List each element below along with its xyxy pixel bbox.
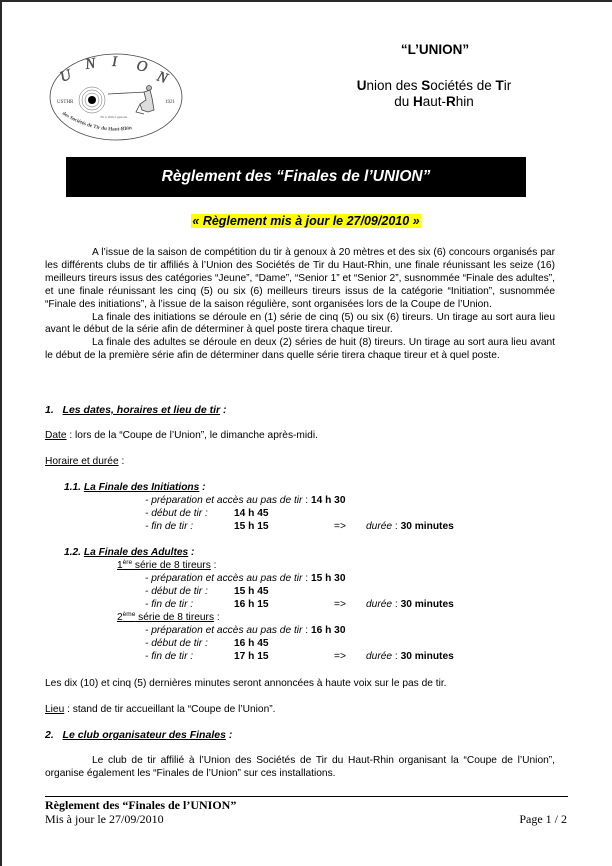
series-2-arrow: => [334,651,346,662]
initiations-prep-row: - préparation et accès au pas de tir : 14 h 30 [145,495,346,506]
series-1-ordinal: 1 [117,560,123,571]
section-1-heading [45,404,555,417]
series-1-duration: durée : 30 minutes [366,599,454,610]
update-note [0,212,612,230]
org-name-initial: U [356,78,367,93]
logo-letter: I [112,54,117,70]
duration-label: durée [366,521,393,532]
duration-value: 30 minutes [400,599,454,610]
place-label: Lieu [45,704,65,715]
org-name [300,78,568,110]
logo-letter: U [57,67,74,86]
date-text: : lors de la “Coupe de l’Union”, le dimanche après-midi. [66,430,318,441]
section-1-title: Les dates, horaires et lieu de tir [62,404,221,416]
page-number: Page 1 / 2 [519,812,567,826]
place-line [45,704,555,717]
series-1-start-label: - début de tir : [145,586,208,597]
series-2-heading: 2ème série de 8 tireurs : [117,611,220,623]
series-2-start-time: 16 h 45 [234,638,269,649]
section-2-heading [45,729,555,742]
series-1-heading: 1ère série de 8 tireurs : [117,559,217,571]
series-1-ordinal-sup: ère [122,559,133,566]
logo-arc-text: des Sociétés de Tir du Haut-Rhin [60,110,133,133]
series-2-title [117,612,214,623]
section-2-text: Le club de tir affilié à l’Union des Sociétés de Tir du Haut-Rhin organisant la “Coupe de l’Union”, organise également les “Finales de l’Union” sur ces installations. [45,755,555,779]
logo-letter: O [135,58,149,76]
section-1-number: 1. [45,404,54,416]
subsection-1-1-heading [64,482,206,493]
series-1-prep-row: - préparation et accès au pas de tir : 15 h 30 [145,573,346,584]
prep-time: 14 h 30 [310,495,346,506]
section-2-title: Le club organisateur des Finales [62,729,226,741]
series-1-title [117,560,211,571]
subsection-1-2-heading [64,547,194,558]
logo-motto: Tir à 10m à genoux [100,115,128,119]
update-note-highlight: « Règlement mis à jour le 27/09/2010 » [192,214,420,228]
logo-right-label: 1921 [165,100,175,105]
org-name-text: du [394,94,413,109]
series-2-label: série de 8 tireurs [135,612,215,623]
date-line [45,430,555,443]
duration-value: 30 minutes [400,651,454,662]
series-1-label: série de 8 tireurs [132,560,211,571]
series-2-duration: durée : 30 minutes [366,651,454,662]
org-name-text: aut- [422,94,447,109]
footer-title: Règlement des “Finales de l’UNION” [45,798,237,812]
union-logo [48,52,184,142]
subsection-1-1-title: La Finale des Initiations [83,482,200,493]
series-2-ordinal: 2 [117,612,123,623]
series-1-end-time: 16 h 15 [234,599,269,610]
date-label: Date [45,430,67,441]
logo-letter: N [154,68,170,88]
subsection-1-2-colon: : [188,547,195,558]
prep-label: - préparation et accès au pas de tir [145,625,303,636]
series-2-prep-row: - préparation et accès au pas de tir : 16 h 30 [145,625,346,636]
org-name-initial: T [495,78,504,93]
series-2-start-label: - début de tir : [145,638,208,649]
prep-time: 16 h 30 [310,625,346,636]
schedule-line [45,456,555,469]
org-name-line-2 [300,94,568,110]
initiations-start-label: - début de tir : [145,508,208,519]
org-name-text: ir [503,78,512,93]
prep-label: - préparation et accès au pas de tir [145,573,303,584]
series-2-end-label: - fin de tir : [145,651,194,662]
subsection-1-1-colon: : [199,482,206,493]
subsection-1-2-title: La Finale des Adultes [83,547,189,558]
section-2-paragraph [45,755,555,781]
intro-section [45,247,555,363]
duration-label: durée [366,599,393,610]
initiations-duration: durée : 30 minutes [366,521,454,532]
footer-date: Mis à jour le 27/09/2010 [45,812,164,826]
intro-paragraph-3: La finale des adultes se déroule en deux (2) séries de huit (8) tireurs. Un tirage au sort aura lieu avant le début de la première série afin de déterminer dans quelle série tirera chaque tireur et à quel poste. [45,337,555,362]
announce-text: Les dix (10) et cinq (5) dernières minutes seront annoncées à haute voix sur le pas de tir. [45,678,447,689]
subsection-1-1-number: 1.1. [64,482,81,493]
series-1-arrow: => [334,599,346,610]
place-text: : stand de tir accueillant la “Coupe de l’Union”. [64,704,276,715]
org-name-line-1 [300,78,568,94]
org-title: “L’UNION” [400,42,470,57]
org-name-initial: R [446,94,456,109]
series-1-end-label: - fin de tir : [145,599,194,610]
series-2-end-time: 17 h 15 [234,651,269,662]
subsection-1-2-number: 1.2. [64,547,81,558]
duration-label: durée [366,651,393,662]
section-2-colon: : [225,729,233,741]
org-name-initial: S [421,78,431,93]
org-name-text: ociétés de [430,78,496,93]
org-name-text: nion des [366,78,422,93]
org-name-text: hin [455,94,474,109]
prep-time: 15 h 30 [310,573,346,584]
section-1-colon: : [220,404,227,416]
footer-divider [45,796,568,797]
org-name-initial: H [413,94,423,109]
duration-value: 30 minutes [400,521,454,532]
section-2-number: 2. [45,729,54,741]
series-2-ordinal-sup: ème [122,611,136,618]
initiations-end-time: 15 h 15 [234,521,269,532]
logo-letter: N [84,55,97,73]
title-banner: Règlement des “Finales de l’UNION” [66,157,526,197]
prep-label: - préparation et accès au pas de tir [145,495,303,506]
intro-paragraph-2: La finale des initiations se déroule en (1) série de cinq (5) ou six (6) tireurs. Un tirage au sort aura lieu avant le début de la série afin de déterminer à quel poste tirera chaque tireur. [45,311,555,336]
initiations-arrow: => [334,521,346,532]
initiations-start-time: 14 h 45 [234,508,269,519]
schedule-label: Horaire et durée [45,456,119,467]
initiations-end-label: - fin de tir : [145,521,194,532]
intro-paragraph-1: A l’issue de la saison de compétition du tir à genoux à 20 mètres et des six (6) concours organisés par les différents clubs de tir affiliés à l’Union des Sociétés de Tir du Haut-Rhin, une finale réunissant les seize (16) meilleurs tireurs issus des catégories “Jeune”, “Dame”, “Senior 1” et “Senior 2”, susnommée “Finale des adultes”, et une finale réunissant les cinq (5) ou six (6) meilleurs tireurs issus de la catégorie “Initiation”, susnommée “Finale des initiations”, à l’issue de la saison régulière, sont organisées lors de la Coupe de l’Union. [45,247,555,310]
series-1-start-time: 15 h 45 [234,586,269,597]
logo-left-label: USTHR [57,100,74,105]
schedule-colon: : [118,456,125,467]
